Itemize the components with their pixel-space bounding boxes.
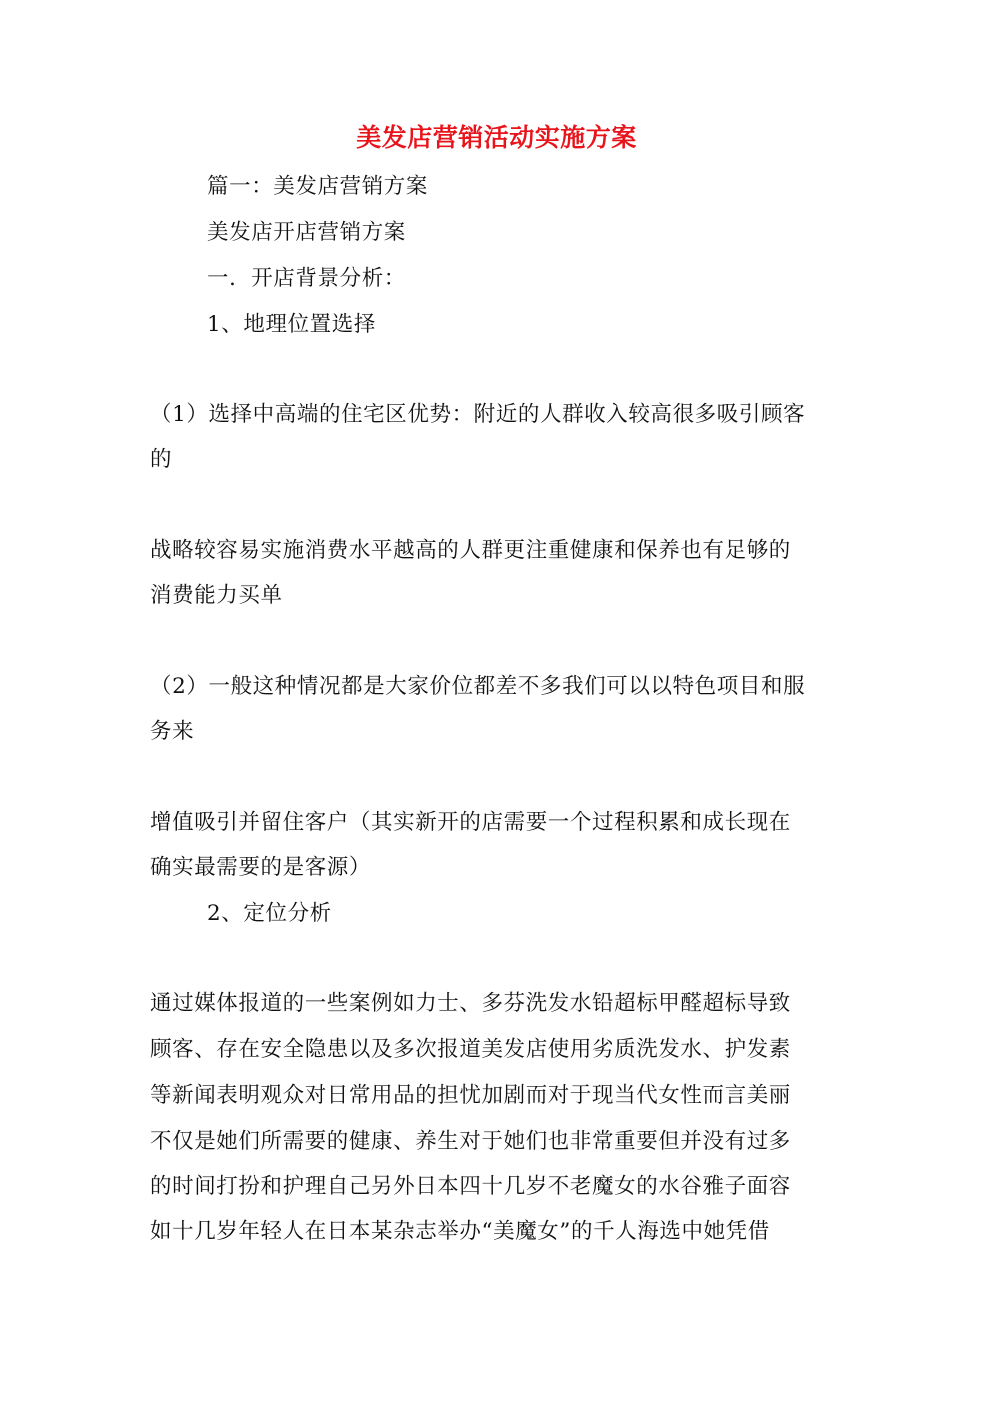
paragraph-line: （2）一般这种情况都是大家价位都差不多我们可以以特色项目和服 — [150, 674, 806, 699]
paragraph-line: 消费能力买单 — [150, 583, 283, 608]
paragraph-line: 通过媒体报道的一些案例如力士、多芬洗发水铅超标甲醛超标导致 — [150, 991, 791, 1016]
paragraph-line: 的时间打扮和护理自己另外日本四十几岁不老魔女的水谷雅子面容 — [150, 1174, 791, 1199]
paragraph-line: 的 — [150, 447, 173, 472]
subheading: 美发店开店营销方案 — [207, 220, 406, 245]
subheading: 一．开店背景分析： — [207, 266, 406, 291]
paragraph-line: 确实最需要的是客源） — [150, 855, 372, 880]
section-heading: 篇一：美发店营销方案 — [207, 174, 429, 199]
subheading: 2、定位分析 — [207, 901, 332, 926]
paragraph-line: （1）选择中高端的住宅区优势：附近的人群收入较高很多吸引顾客 — [150, 402, 806, 427]
paragraph-line: 等新闻表明观众对日常用品的担忧加剧而对于现当代女性而言美丽 — [150, 1083, 791, 1108]
paragraph-line: 顾客、存在安全隐患以及多次报道美发店使用劣质洗发水、护发素 — [150, 1037, 791, 1062]
paragraph-line: 不仅是她们所需要的健康、养生对于她们也非常重要但并没有过多 — [150, 1129, 791, 1154]
subheading: 1、地理位置选择 — [207, 312, 376, 337]
paragraph-line: 如十几岁年轻人在日本某杂志举办“美魔女”的千人海选中她凭借 — [150, 1219, 770, 1244]
paragraph-line: 战略较容易实施消费水平越高的人群更注重健康和保养也有足够的 — [150, 538, 791, 563]
paragraph-line: 增值吸引并留住客户（其实新开的店需要一个过程积累和成长现在 — [150, 810, 791, 835]
paragraph-line: 务来 — [150, 719, 195, 744]
document-title: 美发店营销活动实施方案 — [356, 123, 637, 152]
